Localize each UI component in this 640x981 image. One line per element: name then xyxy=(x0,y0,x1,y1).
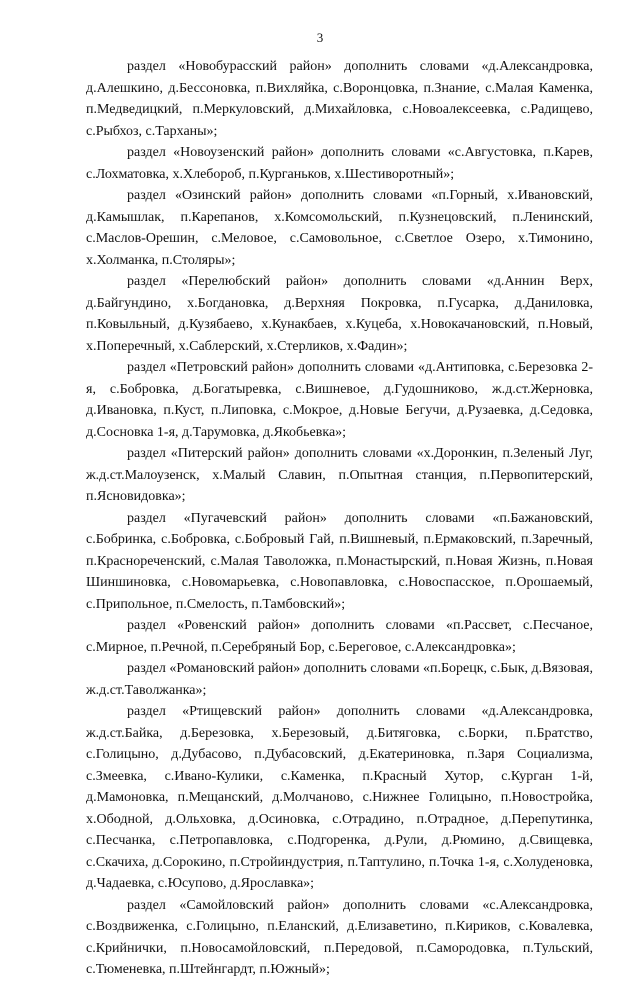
paragraph-novoburasskiy: раздел «Новобурасский район» дополнить словами «д.Александровка, д.Алешкино, д.Бессоновка, п.Вихляйка, с.Воронцовка, п.Знание, с.Малая Каменка, п.Медведицкий, п.Меркуловский, д.Михайловка, с.Новоалексеевка, с.Радищево, с.Рыбхоз, с.Тарханы»; xyxy=(86,59,593,139)
paragraph-piterskiy: раздел «Питерский район» дополнить словами «х.Доронкин, п.Зеленый Луг, ж.д.ст.Малоузенск, х.Малый Славин, п.Опытная станция, п.Первопитерский, п.Ясновидовка»; xyxy=(86,446,593,504)
paragraph-rtishchevskiy: раздел «Ртищевский район» дополнить словами «д.Александровка, ж.д.ст.Байка, д.Березовка, х.Березовый, д.Битяговка, с.Борки, п.Братство, с.Голицыно, д.Дубасово, п.Дубасовский, д.Екатериновка, п.Заря Социализма, с.Змеевка, с.Ивано-Кулики, с.Каменка, п.Красный Хутор, с.Курган 1-й, д.Мамоновка, п.Мещанский, д.Молчаново, с.Нижнее Голицыно, п.Новостройка, х.Ободной, д.Ольховка, д.Осиновка, с.Отрадино, п.Отрадное, д.Перепутинка, с.Песчанка, с.Петропавловка, с.Подгоренка, д.Рули, д.Рюмино, д.Свищевка, с.Скачиха, д.Сорокино, п.Стройиндустрия, п.Таптулино, п.Точка 1-я, с.Холуденовка, д.Чадаевка, с.Юсупово, д.Ярославка»; xyxy=(86,704,593,891)
page-number: 3 xyxy=(316,30,324,45)
paragraph-samoylovskiy: раздел «Самойловский район» дополнить словами «с.Александровка, с.Воздвиженка, с.Голицыно, п.Еланский, д.Елизаветино, п.Кириков, с.Ковалевка, с.Крийнички, п.Новосамойловский, п.Передовой, п.Самородовка, п.Тульский, с.Тюменевка, п.Штейнгардт, п.Южный»; xyxy=(86,897,593,977)
paragraph-perelyubskiy: раздел «Перелюбский район» дополнить словами «д.Аннин Верх, д.Байгундино, х.Богдановка, д.Верхняя Покровка, п.Гусарка, д.Даниловка, п.Ковыльный, д.Кузябаево, х.Кунакбаев, х.Куцеба, х.Новокачановский, п.Новый, х.Поперечный, х.Саблерский, х.Стерликов, х.Фадин»; xyxy=(86,274,593,354)
paragraph-pugachevskiy: раздел «Пугачевский район» дополнить словами «п.Бажановский, с.Бобринка, с.Бобровка, с.Бобровый Гай, п.Вишневый, п.Ермаковский, п.Заречный, п.Краснореченский, с.Малая Таволожка, п.Монастырский, п.Новая Жизнь, п.Новая Шиншиновка, с.Новомарьевка, с.Новопавловка, с.Новоспасское, п.Орошаемый, с.Припольное, п.Смелость, п.Тамбовский»; xyxy=(86,510,593,612)
document-body xyxy=(86,56,593,981)
paragraph-petrovskiy: раздел «Петровский район» дополнить словами «д.Антиповка, с.Березовка 2-я, с.Бобровка, д.Богатыревка, с.Вишневое, д.Гудошниково, ж.д.ст.Жерновка, д.Ивановка, п.Куст, п.Липовка, с.Мокрое, д.Новые Бегучи, д.Рузаевка, д.Седовка, д.Сосновка 1-я, д.Тарумовка, д.Якобьевка»; xyxy=(86,360,593,440)
paragraph-novouzenskiy: раздел «Новоузенский район» дополнить словами «с.Августовка, п.Карев, с.Лохматовка, х.Хлебороб, п.Курганьков, х.Шестиворотный»; xyxy=(86,145,593,182)
paragraph-romanovskiy: раздел «Романовский район» дополнить словами «п.Борецк, с.Бык, д.Вязовая, ж.д.ст.Таволжанка»; xyxy=(86,661,593,698)
paragraph-rovenskiy: раздел «Ровенский район» дополнить словами «п.Рассвет, с.Песчаное, с.Мирное, п.Речной, п.Серебряный Бор, с.Береговое, с.Александровка»; xyxy=(86,618,593,655)
paragraph-ozinskiy: раздел «Озинский район» дополнить словами «п.Горный, х.Ивановский, д.Камышлак, п.Карепанов, х.Комсомольский, п.Кузнецовский, п.Ленинский, с.Маслов-Орешин, с.Меловое, с.Самовольное, с.Светлое Озеро, х.Тимонино, х.Холманка, п.Столяры»; xyxy=(86,188,593,268)
